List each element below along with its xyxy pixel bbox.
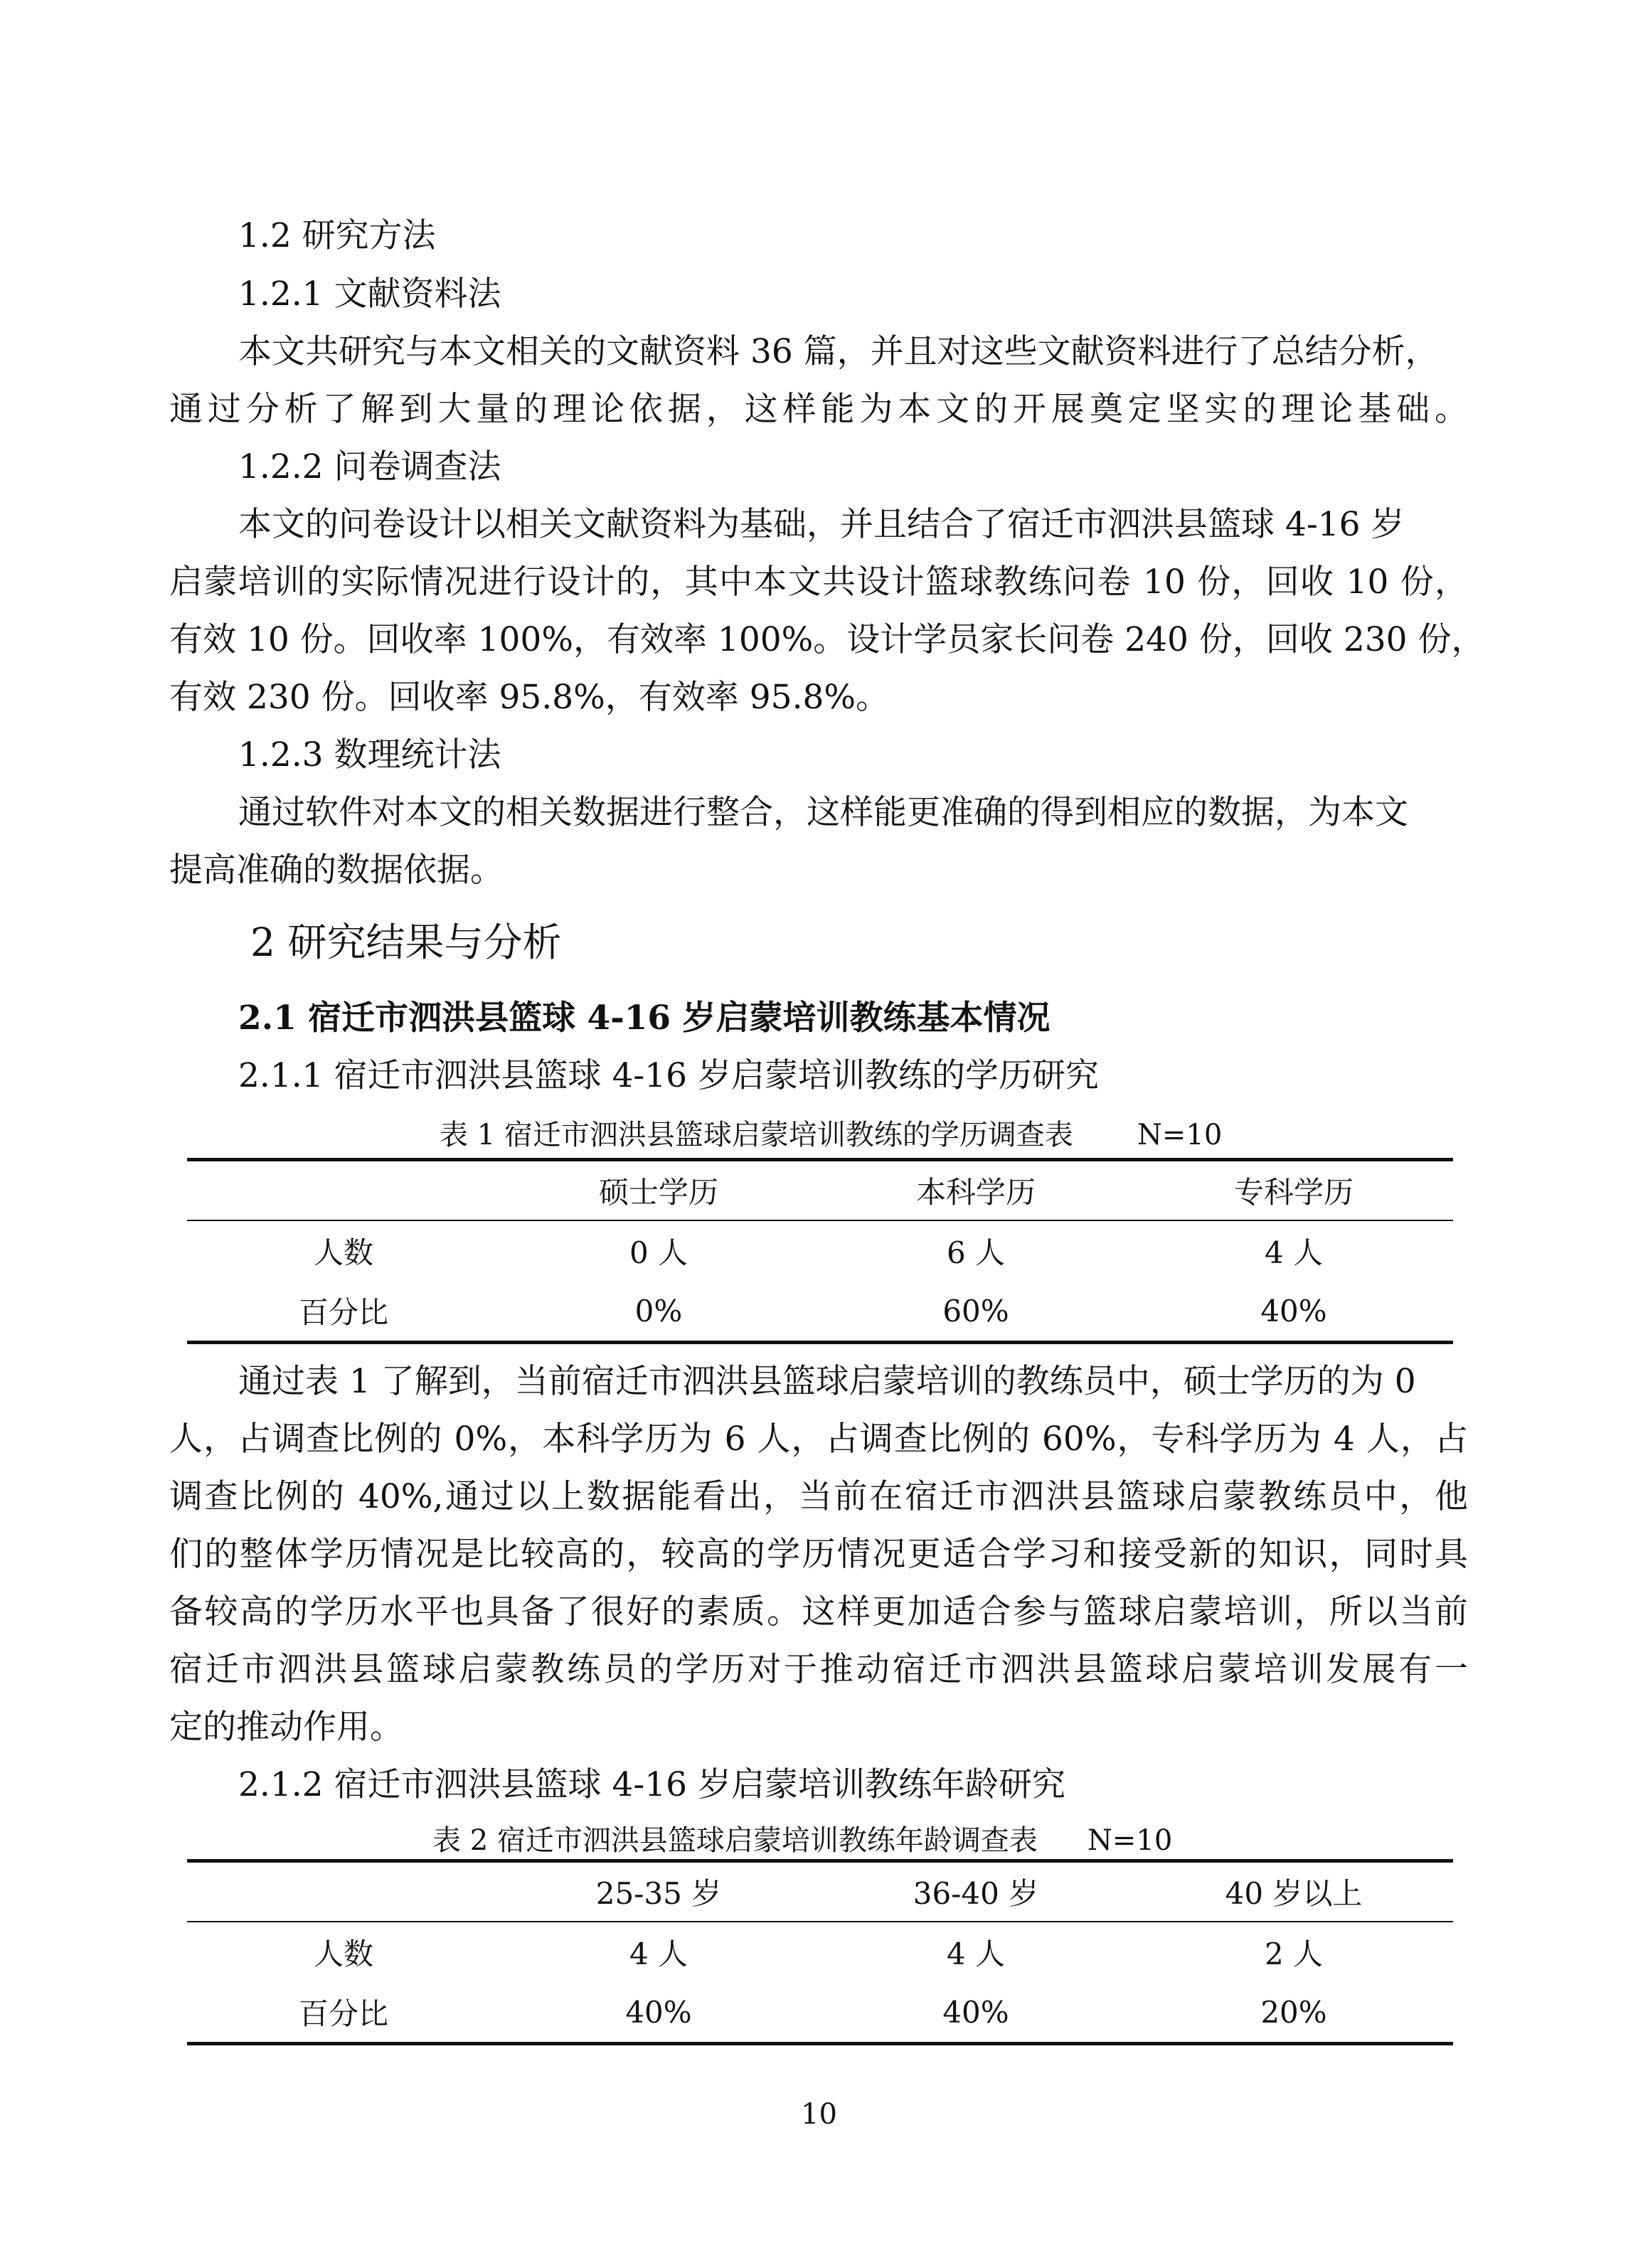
table-cell: 4 人 [1264,1235,1324,1270]
table-cell: 人数 [313,1235,373,1270]
table-cell: 人数 [313,1937,373,1971]
table-cell: 百分比 [187,1281,500,1343]
table-2 [187,1859,1453,2045]
paragraph-line: 备较高的学历水平也具备了很好的素质。这样更加适合参与篮球启蒙培训，所以当前 [169,1592,1468,1631]
table-cell: 2 人 [1264,1937,1324,1971]
paragraph-line: 启蒙培训的实际情况进行设计的，其中本文共设计篮球教练问卷 10 份，回收 10 份， [169,563,1468,602]
table-1-sample-size: N=10 [1137,1119,1223,1151]
table-header-cell: 硕士学历 [500,1160,817,1221]
paragraph-line: 们的整体学历情况是比较高的，较高的学历情况更适合学习和接受新的知识，同时具 [169,1535,1468,1574]
page-number: 10 [801,2098,837,2131]
paragraph-line: 通过分析了解到大量的理论依据，这样能为本文的开展奠定坚实的理论基础。 [169,390,1468,429]
table-cell: 0% [500,1281,817,1343]
section-2-1-1-heading: 2.1.1 宿迁市泗洪县篮球 4-16 岁启蒙培训教练的学历研究 [238,1056,1099,1095]
table-header-cell: 专科学历 [1134,1160,1453,1221]
paragraph-line: 调查比例的 40%,通过以上数据能看出，当前在宿迁市泗洪县篮球启蒙教练员中，他 [169,1477,1468,1516]
table-row [187,1220,1453,1281]
paragraph-line: 提高准确的数据依据。 [169,851,504,890]
table-header-cell: 40 岁以上 [1134,1861,1453,1922]
section-1-2-3-heading: 1.2.3 数理统计法 [238,735,501,774]
table-cell: 6 人 [946,1235,1006,1270]
paragraph-line: 有效 10 份。回收率 100%，有效率 100%。设计学员家长问卷 240 份，回收 230 份， [169,620,1485,659]
table-1 [187,1158,1453,1344]
paragraph-line: 本文共研究与本文相关的文献资料 36 篇，并且对这些文献资料进行了总结分析， [238,332,1439,371]
table-row [187,1982,1453,2044]
section-1-2-heading: 1.2 研究方法 [238,216,436,255]
section-1-2-2-heading: 1.2.2 问卷调查法 [238,447,501,486]
table-header-cell [187,1861,500,1922]
table-cell: 40% [817,1982,1134,2044]
table-row [187,1922,1453,1982]
table-header-cell: 25-35 岁 [500,1861,817,1922]
paragraph-line: 宿迁市泗洪县篮球启蒙教练员的学历对于推动宿迁市泗洪县篮球启蒙培训发展有一 [169,1650,1468,1689]
section-1-2-1-heading: 1.2.1 文献资料法 [238,275,501,314]
table-header-cell: 本科学历 [817,1160,1134,1221]
table-cell: 百分比 [187,1982,500,2044]
table-2-caption [432,1826,1172,1855]
section-2-1-2-heading: 2.1.2 宿迁市泗洪县篮球 4-16 岁启蒙培训教练年龄研究 [238,1765,1065,1804]
paragraph-line: 定的推动作用。 [169,1708,403,1747]
table-cell: 4 人 [946,1937,1006,1971]
table-header-cell: 36-40 岁 [817,1861,1134,1922]
table-cell: 0 人 [629,1235,688,1270]
table-1-title: 表 1 宿迁市泗洪县篮球启蒙培训教练的学历调查表 [440,1119,1073,1151]
table-2-sample-size: N=10 [1087,1824,1173,1857]
table-cell: 20% [1134,1982,1453,2044]
paragraph-line: 有效 230 份。回收率 95.8%，有效率 95.8%。 [169,678,890,717]
table-header-row [187,1861,1453,1922]
paragraph-line: 通过表 1 了解到，当前宿迁市泗洪县篮球启蒙培训的教练员中，硕士学历的为 0 [238,1362,1416,1401]
table-1-caption [440,1121,1222,1149]
paragraph-line: 人，占调查比例的 0%，本科学历为 6 人，占调查比例的 60%，专科学历为 4 人，占 [169,1420,1468,1459]
section-2-heading: 2 研究结果与分析 [250,920,562,965]
table-header-cell [187,1160,500,1221]
paragraph-line: 本文的问卷设计以相关文献资料为基础，并且结合了宿迁市泗洪县篮球 4-16 岁 [238,505,1405,544]
table-2-title: 表 2 宿迁市泗洪县篮球启蒙培训教练年龄调查表 [432,1824,1038,1857]
section-2-1-heading: 2.1 宿迁市泗洪县篮球 4-16 岁启蒙培训教练基本情况 [238,999,1051,1038]
table-cell: 60% [817,1281,1134,1343]
table-cell: 40% [1134,1281,1453,1343]
paragraph-line: 通过软件对本文的相关数据进行整合，这样能更准确的得到相应的数据，为本文 [238,793,1408,832]
table-row [187,1281,1453,1343]
table-cell: 4 人 [629,1937,688,1971]
table-cell: 40% [500,1982,817,2044]
table-header-row [187,1160,1453,1221]
